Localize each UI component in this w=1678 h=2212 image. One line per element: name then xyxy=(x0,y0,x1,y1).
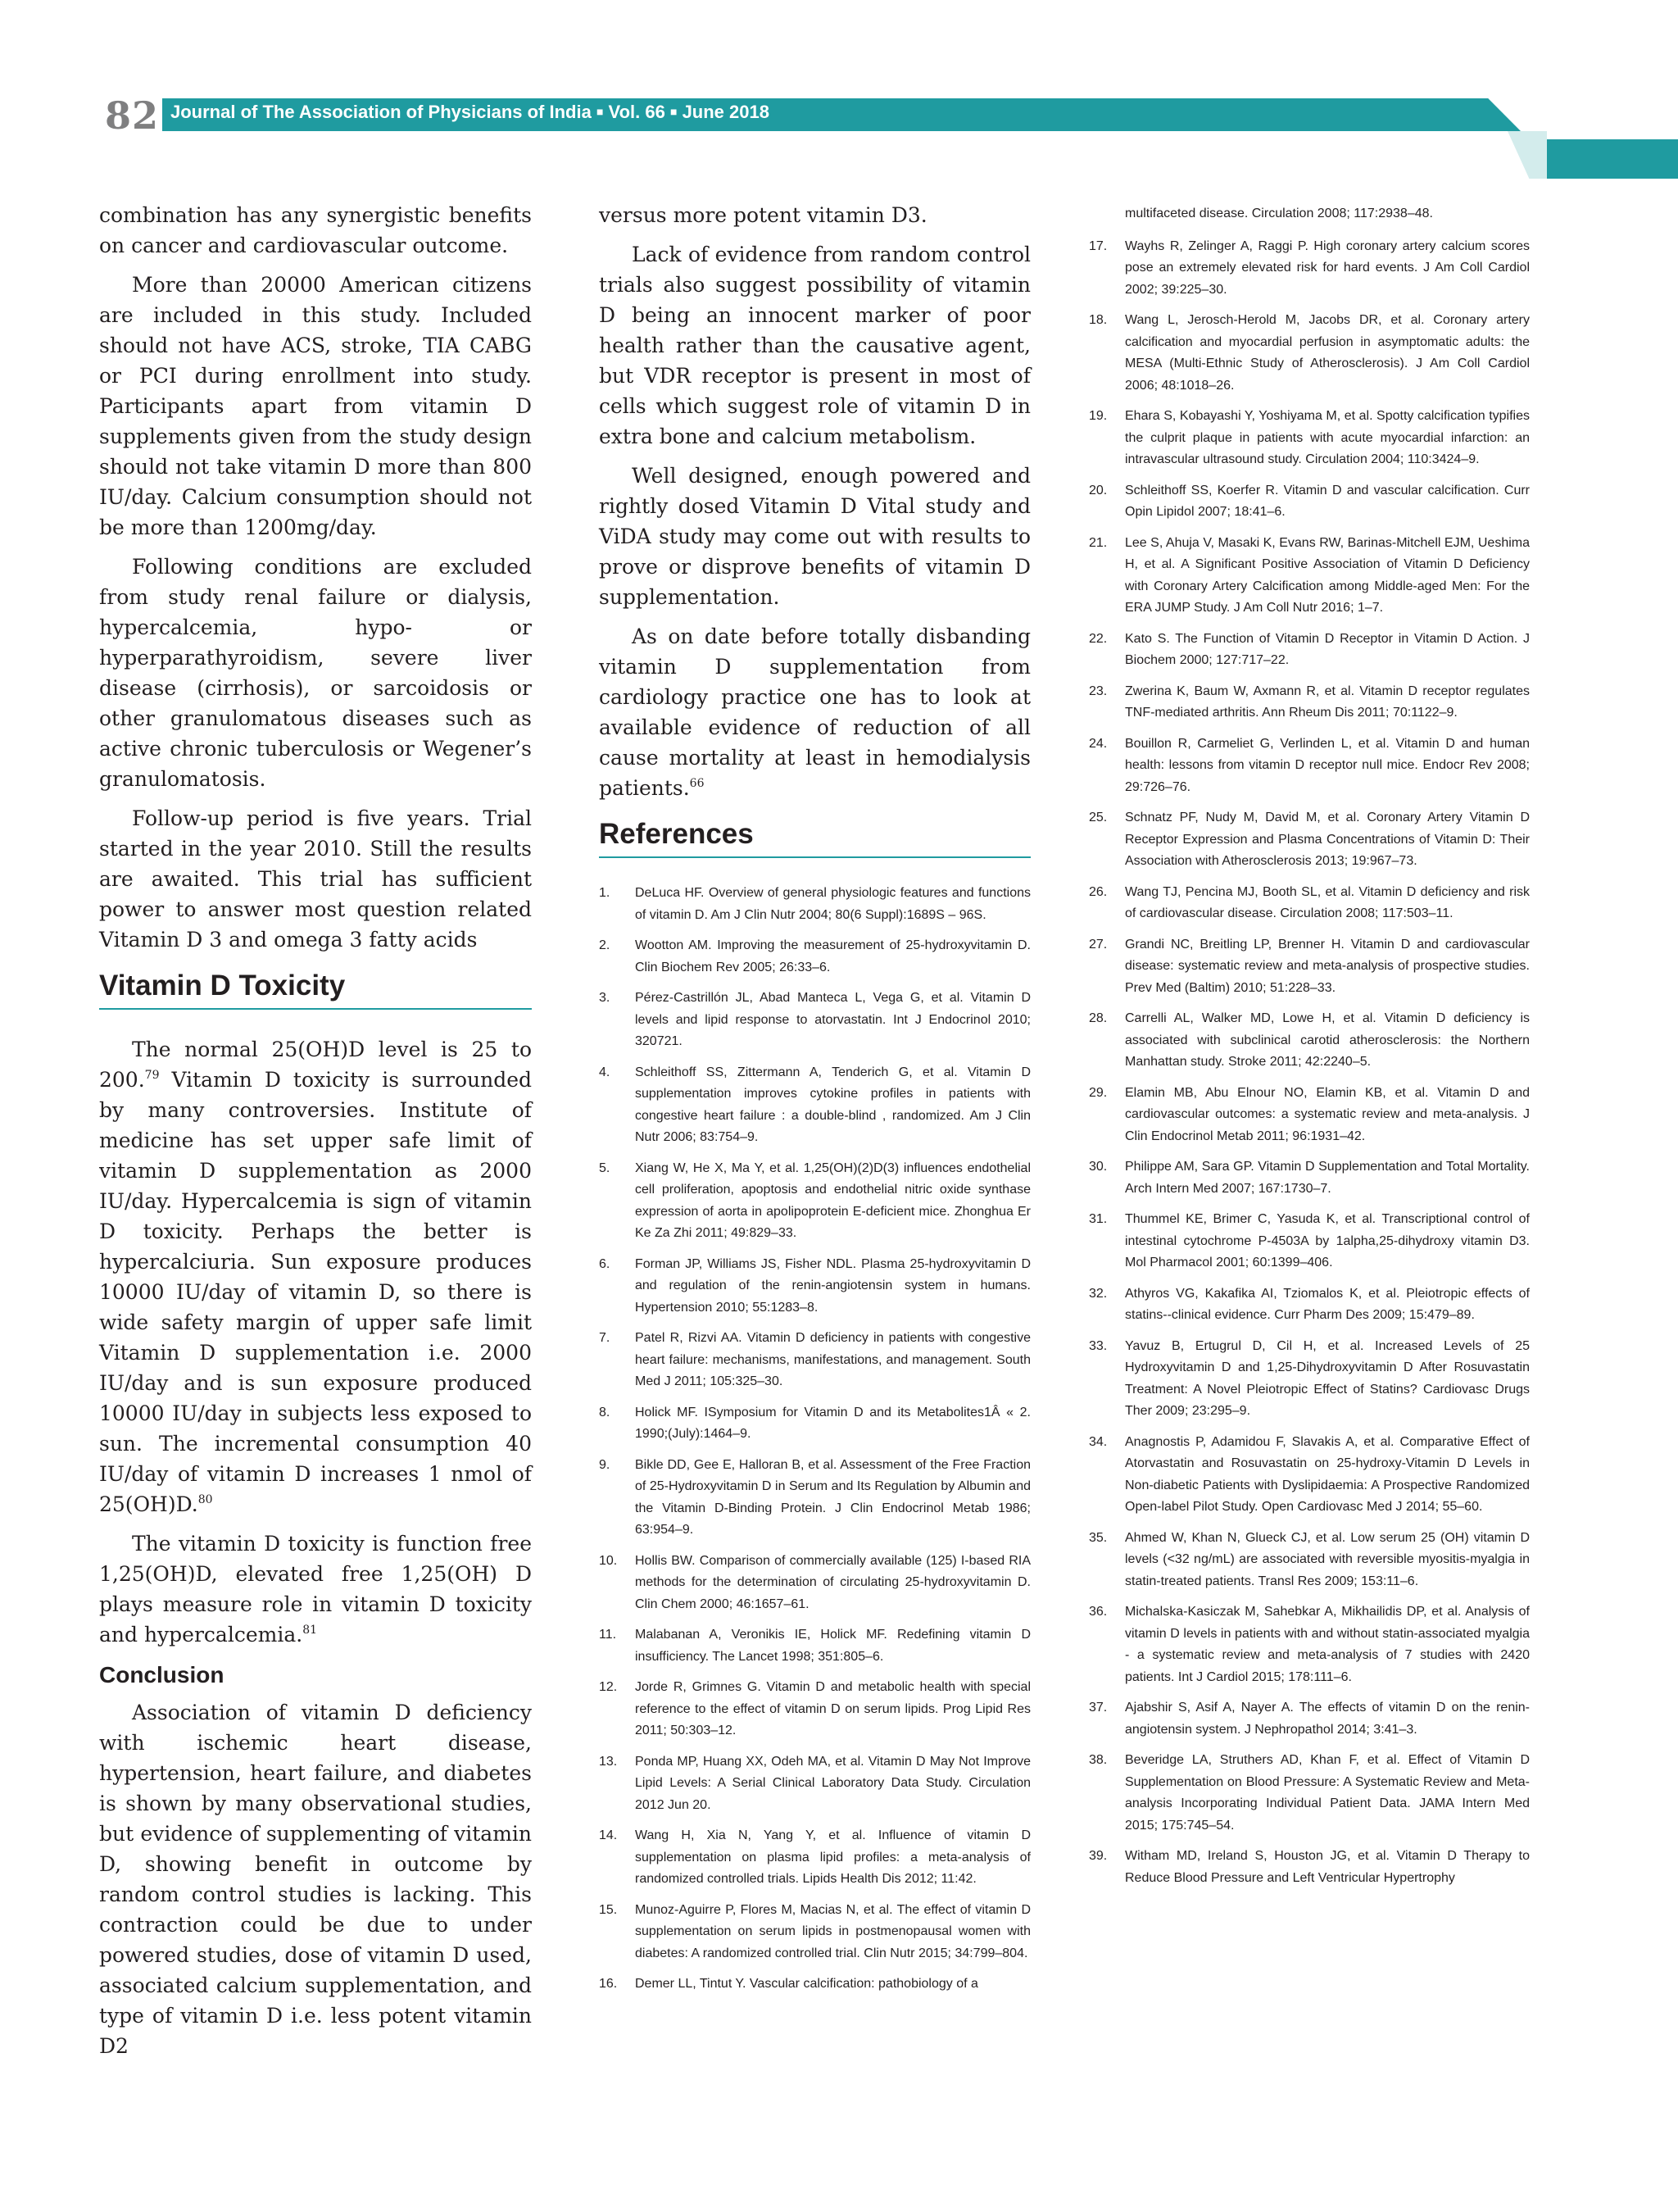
reference-text: Athyros VG, Kakafika AI, Tziomalos K, et al. Pleiotropic effects of statins--clinical evidence. Curr Pharm Des 2009; 15:479–89. xyxy=(1125,1286,1530,1322)
right-column xyxy=(1089,203,1530,1898)
journal-header xyxy=(170,102,769,123)
reference-text: Wang L, Jerosch-Herold M, Jacobs DR, et al. Coronary artery calcification and myocardial perfusion in asymptomatic adults: the MESA (Multi-Ethnic Study of Atherosclerosis). J Am Coll Cardiol 2006; 48:1018–26. xyxy=(1125,313,1530,393)
separator-icon: ■ xyxy=(669,105,678,118)
reference-text: Thummel KE, Brimer C, Yasuda K, et al. Transcriptional control of intestinal cytochrome P-4503A by 1alpha,25-dihydroxy vitamin D3. Mol Pharmacol 2001; 60:1399–406. xyxy=(1125,1212,1530,1270)
reference-item xyxy=(599,1402,1031,1446)
reference-number: 36. xyxy=(1089,1605,1108,1619)
reference-number: 14. xyxy=(599,1828,618,1842)
reference-item xyxy=(1089,629,1530,672)
reference-item xyxy=(1089,807,1530,873)
header-edge-tab xyxy=(1547,139,1678,179)
reference-item xyxy=(1089,1156,1530,1200)
reference-number: 39. xyxy=(1089,1849,1108,1863)
citation: 66 xyxy=(689,777,705,790)
reference-item xyxy=(599,1974,1031,1996)
reference-number: 24. xyxy=(1089,736,1108,751)
reference-number: 22. xyxy=(1089,631,1108,646)
reference-text: Schnatz PF, Nudy M, David M, et al. Coronary Artery Vitamin D Receptor Expression and Plasma Concentrations of Vitamin D: Their Association with Atherosclerosis 2013; 19:967–73. xyxy=(1125,811,1530,868)
left-column xyxy=(99,200,532,2070)
reference-item xyxy=(599,1751,1031,1817)
reference-text: Pérez-Castrillón JL, Abad Manteca L, Vega G, et al. Vitamin D levels and lipid response to atorvastatin. Int J Endocrinol 2010; 320721. xyxy=(635,991,1031,1048)
reference-text: Michalska-Kasiczak M, Sahebkar A, Mikhailidis DP, et al. Analysis of vitamin D levels in patients with and without statin-associated myalgia - a systematic review and meta-analysis of 7 studies with 2420 patients. Int J Cardiol 2015; 178:111–6. xyxy=(1125,1605,1530,1684)
reference-text: Jorde R, Grimnes G. Vitamin D and metabolic health with special reference to the effect of vitamin D on serum lipids. Prog Lipid Res 2011; 50:303–12. xyxy=(635,1680,1031,1737)
reference-item xyxy=(599,935,1031,979)
reference-item xyxy=(1089,734,1530,799)
journal-volume: Vol. 66 xyxy=(608,102,665,122)
reference-text: Ponda MP, Huang XX, Odeh MA, et al. Vitamin D May Not Improve Lipid Levels: A Serial Clinical Laboratory Data Study. Circulation 2012 Jun 20. xyxy=(635,1754,1031,1812)
reference-text: Patel R, Rizvi AA. Vitamin D deficiency in patients with congestive heart failure: mechanisms, manifestations, and management. South Med J 2011; 105:325–30. xyxy=(635,1331,1031,1388)
paragraph: More than 20000 American citizens are included in this study. Included should not have ACS, stroke, TIA CABG or PCI during enrollment into study. Participants apart from vitamin D supplements given from the study design should not take vitamin D more than 800 IU/day. Calcium consumption should not be more than 1200mg/day. xyxy=(99,273,532,539)
middle-column xyxy=(599,200,1031,2005)
section-heading-references: References xyxy=(599,818,1031,858)
reference-item xyxy=(599,1551,1031,1616)
reference-item xyxy=(1089,1528,1530,1593)
reference-number: 11. xyxy=(599,1628,617,1642)
journal-date: June 2018 xyxy=(682,102,769,122)
reference-item xyxy=(599,1677,1031,1742)
reference-number: 4. xyxy=(599,1065,610,1079)
reference-text: Forman JP, Williams JS, Fisher NDL. Plasma 25-hydroxyvitamin D and regulation of the renin-angiotensin system in humans. Hypertension 2010; 55:1283–8. xyxy=(635,1256,1031,1315)
reference-item xyxy=(1089,1697,1530,1741)
reference-number: 37. xyxy=(1089,1701,1108,1715)
reference-text: Lee S, Ahuja V, Masaki K, Evans RW, Barinas-Mitchell EJM, Ueshima H, et al. A Significant Positive Association of Vitamin D Deficiency with Coronary Artery Calcification among Middle-aged Men: For the ERA JUMP Study. J Am Coll Nutr 2016; 1–7. xyxy=(1125,535,1530,615)
reference-number: 12. xyxy=(599,1680,618,1694)
reference-number: 33. xyxy=(1089,1338,1108,1353)
reference-text: Xiang W, He X, Ma Y, et al. 1,25(OH)(2)D(3) influences endothelial cell proliferation, apoptosis and endothelial nitric oxide synthase expression of aorta in apolipoprotein E-deficient mice. Zhonghua Er Ke Za Zhi 2011; 49:829–33. xyxy=(635,1161,1031,1240)
reference-item xyxy=(1089,406,1530,471)
reference-text: DeLuca HF. Overview of general physiologic features and functions of vitamin D. Am J Clin Nutr 2004; 80(6 Suppl):1689S – 96S. xyxy=(635,886,1031,922)
paragraph: combination has any synergistic benefits on cancer and cardiovascular outcome. xyxy=(99,203,532,257)
reference-number: 13. xyxy=(599,1754,618,1769)
reference-number: 27. xyxy=(1089,937,1108,952)
reference-item xyxy=(599,1254,1031,1319)
reference-text: Demer LL, Tintut Y. Vascular calcification: pathobiology of a xyxy=(635,1977,978,1991)
reference-number: 8. xyxy=(599,1405,610,1419)
text-run: The normal 25(OH)D level is 25 to 200. xyxy=(99,1038,532,1092)
reference-item xyxy=(1089,1336,1530,1423)
reference-item xyxy=(599,883,1031,926)
reference-number: 17. xyxy=(1089,238,1108,253)
reference-item xyxy=(599,1624,1031,1668)
reference-text: Ahmed W, Khan N, Glueck CJ, et al. Low serum 25 (OH) vitamin D levels (<32 ng/mL) are associated with reversible myositis-myalgia in statin-treated patients. Transl Res 2009; 153:11–6. xyxy=(1125,1530,1530,1588)
reference-number: 6. xyxy=(599,1256,610,1271)
reference-item xyxy=(599,1455,1031,1542)
header-corner-fold xyxy=(1508,131,1547,179)
section-heading-toxicity: Vitamin D Toxicity xyxy=(99,970,532,1010)
reference-item xyxy=(599,1328,1031,1393)
reference-list xyxy=(599,883,1031,1996)
page-number: 82 xyxy=(105,93,160,138)
reference-text: Wang H, Xia N, Yang Y, et al. Influence of vitamin D supplementation on plasma lipid profiles: a meta-analysis of randomized controlled trials. Lipids Health Dis 2012; 11:42. xyxy=(635,1828,1031,1886)
separator-icon: ■ xyxy=(596,105,604,118)
paragraph: Well designed, enough powered and rightly dosed Vitamin D Vital study and ViDA study may come out with results to prove or disprove benefits of vitamin D supplementation. xyxy=(599,464,1031,609)
citation: 81 xyxy=(302,1624,318,1637)
reference-item xyxy=(1089,1601,1530,1688)
reference-item xyxy=(1089,1750,1530,1837)
reference-number: 2. xyxy=(599,938,610,952)
reference-number: 23. xyxy=(1089,684,1108,698)
text-run: Vitamin D toxicity is surrounded by many controversies. Institute of medicine has set upper safe limit of vitamin D supplementation as 2000 IU/day. Hypercalcemia is sign of vitamin D toxicity. Perhaps the better is hypercalciuria. Sun exposure produces 10000 IU/day of vitamin D, so there is wide safety margin of upper safe limit Vitamin D supplementation i.e. 2000 IU/day and is sun exposure produced 10000 IU/day in subjects less exposed to sun. The incremental consumption 40 IU/day of vitamin D increases 1 nmol of 25(OH)D. xyxy=(99,1068,532,1516)
reference-text: Bouillon R, Carmeliet G, Verlinden L, et al. Vitamin D and human health: lessons from vitamin D receptor null mice. Endocr Rev 2008; 29:726–76. xyxy=(1125,736,1530,794)
reference-number: 35. xyxy=(1089,1530,1108,1545)
reference-number: 10. xyxy=(599,1553,618,1568)
paragraph: Follow-up period is five years. Trial started in the year 2010. Still the results are awaited. This trial has sufficient power to answer most question related Vitamin D 3 and omega 3 fatty acids xyxy=(99,806,532,952)
reference-item xyxy=(1089,310,1530,397)
reference-text: Carrelli AL, Walker MD, Lowe H, et al. Vitamin D deficiency is associated with subclinical carotid atherosclerosis: the Northern Manhattan study. Stroke 2011; 42:2240–5. xyxy=(1125,1011,1530,1069)
reference-text: Schleithoff SS, Koerfer R. Vitamin D and vascular calcification. Curr Opin Lipidol 2007; 18:41–6. xyxy=(1125,483,1530,519)
paragraph: versus more potent vitamin D3. xyxy=(599,203,927,227)
reference-item xyxy=(1089,533,1530,620)
reference-number: 9. xyxy=(599,1457,610,1472)
reference-number: 19. xyxy=(1089,409,1108,423)
journal-title: Journal of The Association of Physicians of India xyxy=(170,102,592,122)
reference-item xyxy=(1089,480,1530,524)
reference-list xyxy=(1089,236,1530,1890)
reference-text: Hollis BW. Comparison of commercially available (125) I-based RIA methods for the determination of circulating 25-hydroxyvitamin D. Clin Chem 2000; 46:1657–61. xyxy=(635,1553,1031,1611)
paragraph xyxy=(599,621,1031,803)
reference-text: Yavuz B, Ertugrul D, Cil H, et al. Increased Levels of 25 Hydroxyvitamin D and 1,25-Dihydroxyvitamin D After Rosuvastatin Treatment: A Novel Pleiotropic Effect of Statins? Cardiovasc Drugs Ther 2009; 23:295–9. xyxy=(1125,1338,1530,1418)
paragraph: Following conditions are excluded from study renal failure or dialysis, hypercalcemia, hypo- or hyperparathyroidism, severe liver disease (cirrhosis), or sarcoidosis or other granulomatous diseases such as active chronic tuberculosis or Wegener’s granulomatosis. xyxy=(99,555,532,791)
reference-text: Anagnostis P, Adamidou F, Slavakis A, et al. Comparative Effect of Atorvastatin and Rosuvastatin on 25-hydroxy-Vitamin D Levels in Non-diabetic Patients with Dyslipidaemia: A Prospective Randomized Open-label Pilot Study. Open Cardiovasc Med J 2014; 55–60. xyxy=(1125,1434,1530,1514)
reference-text: Witham MD, Ireland S, Houston JG, et al. Vitamin D Therapy to Reduce Blood Pressure and Left Ventricular Hypertrophy xyxy=(1125,1849,1530,1885)
reference-text: Zwerina K, Baum W, Axmann R, et al. Vitamin D receptor regulates TNF-mediated arthritis. Ann Rheum Dis 2011; 70:1122–9. xyxy=(1125,684,1530,720)
text-run: The vitamin D toxicity is function free 1,25(OH)D, elevated free 1,25(OH) D plays measure role in vitamin D toxicity and hypercalcemia. xyxy=(99,1532,532,1647)
reference-number: 5. xyxy=(599,1161,610,1175)
reference-text: Wootton AM. Improving the measurement of 25-hydroxyvitamin D. Clin Biochem Rev 2005; 26:33–6. xyxy=(635,938,1031,974)
reference-item xyxy=(1089,1008,1530,1074)
reference-number: 16. xyxy=(599,1977,618,1991)
reference-item xyxy=(1089,236,1530,302)
reference-number: 25. xyxy=(1089,811,1108,824)
reference-number: 34. xyxy=(1089,1434,1108,1449)
reference-item xyxy=(1089,1283,1530,1327)
text-run: As on date before totally disbanding vitamin D supplementation from cardiology practice one has to look at available evidence of reduction of all cause mortality at least in hemodialysis patients. xyxy=(599,625,1031,800)
reference-number: 30. xyxy=(1089,1160,1108,1174)
reference-number: 21. xyxy=(1089,535,1108,550)
reference-text: Holick MF. ISymposium for Vitamin D and its Metabolites1Â « 2. 1990;(July):1464–9. xyxy=(635,1405,1031,1441)
reference-item xyxy=(599,1825,1031,1891)
reference-number: 32. xyxy=(1089,1286,1108,1301)
section-heading-conclusion: Conclusion xyxy=(99,1662,224,1687)
reference-text: Elamin MB, Abu Elnour NO, Elamin KB, et al. Vitamin D and cardiovascular outcomes: a systematic review and meta-analysis. J Clin Endocrinol Metab 2011; 96:1931–42. xyxy=(1125,1085,1530,1143)
paragraph: Association of vitamin D deficiency with ischemic heart disease, hypertension, heart failure, and diabetes is shown by many observational studies, but evidence of supplementing of vitamin D, showing benefit in outcome by random control studies is lacking. This contraction could be due to under powered studies, dose of vitamin D used, associated calcium supplementation, and type of vitamin D i.e. less potent vitamin D2 xyxy=(99,1701,532,2058)
reference-text: Philippe AM, Sara GP. Vitamin D Supplementation and Total Mortality. Arch Intern Med 2007; 167:1730–7. xyxy=(1125,1160,1530,1196)
reference-text: Ehara S, Kobayashi Y, Yoshiyama M, et al. Spotty calcification typifies the culprit plaque in patients with acute myocardial infarction: an intravascular ultrasound study. Circulation 2004; 110:3424–9. xyxy=(1125,409,1530,466)
reference-number: 1. xyxy=(599,886,610,900)
reference-item xyxy=(1089,934,1530,1000)
reference-item xyxy=(1089,1432,1530,1519)
reference-item xyxy=(599,1158,1031,1245)
reference-number: 29. xyxy=(1089,1085,1108,1100)
reference-item xyxy=(599,1900,1031,1965)
reference-number: 38. xyxy=(1089,1753,1108,1767)
reference-text: Grandi NC, Breitling LP, Brenner H. Vitamin D and cardiovascular disease: systematic review and meta-analysis of prospective studies. Prev Med (Baltim) 2010; 51:228–33. xyxy=(1125,937,1530,995)
citation: 79 xyxy=(144,1069,160,1082)
reference-number: 7. xyxy=(599,1331,610,1345)
reference-item xyxy=(1089,681,1530,724)
reference-item xyxy=(1089,1846,1530,1889)
reference-number: 26. xyxy=(1089,884,1108,899)
reference-text: Ajabshir S, Asif A, Nayer A. The effects of vitamin D on the renin-angiotensin system. J Nephropathol 2014; 3:41–3. xyxy=(1125,1701,1530,1737)
reference-number: 31. xyxy=(1089,1212,1108,1226)
reference-item xyxy=(1089,882,1530,925)
reference-text: Munoz-Aguirre P, Flores M, Macias N, et al. The effect of vitamin D supplementation on serum lipids in postmenopausal women with diabetes: A randomized controlled trial. Clin Nutr 2015; 34:799–804. xyxy=(635,1902,1031,1960)
reference-text: Kato S. The Function of Vitamin D Receptor in Vitamin D Action. J Biochem 2000; 127:717–22. xyxy=(1125,631,1530,667)
reference-text: Wang TJ, Pencina MJ, Booth SL, et al. Vitamin D deficiency and risk of cardiovascular disease. Circulation 2008; 117:503–11. xyxy=(1125,884,1530,920)
paragraph: Lack of evidence from random control trials also suggest possibility of vitamin D being an innocent marker of poor health rather than the causative agent, but VDR receptor is present in most of cells which suggest role of vitamin D in extra bone and calcium metabolism. xyxy=(599,243,1031,448)
reference-text: Beveridge LA, Struthers AD, Khan F, et al. Effect of Vitamin D Supplementation on Blood Pressure: A Systematic Review and Meta-analysis Incorporating Individual Patient Data. JAMA Intern Med 2015; 175:745–54. xyxy=(1125,1753,1530,1833)
citation: 80 xyxy=(197,1493,213,1506)
paragraph xyxy=(99,1034,532,1519)
reference-continuation: multifaceted disease. Circulation 2008; 117:2938–48. xyxy=(1125,207,1433,220)
reference-text: Malabanan A, Veronikis IE, Holick MF. Redefining vitamin D insufficiency. The Lancet 1998; 351:805–6. xyxy=(635,1628,1031,1664)
reference-item xyxy=(1089,1083,1530,1148)
reference-item xyxy=(599,1062,1031,1149)
reference-number: 28. xyxy=(1089,1011,1108,1025)
reference-number: 18. xyxy=(1089,313,1108,327)
reference-text: Wayhs R, Zelinger A, Raggi P. High coronary artery calcium scores pose an extremely elevated risk for hard events. J Am Coll Cardiol 2002; 39:225–30. xyxy=(1125,238,1530,297)
reference-number: 3. xyxy=(599,991,610,1005)
reference-item xyxy=(1089,1209,1530,1274)
reference-text: Schleithoff SS, Zittermann A, Tenderich G, et al. Vitamin D supplementation improves cytokine profiles in patients with congestive heart failure : a double-blind , randomized. Am J Clin Nutr 2006; 83:754–9. xyxy=(635,1065,1031,1144)
reference-item xyxy=(599,988,1031,1053)
reference-number: 20. xyxy=(1089,483,1108,497)
reference-number: 15. xyxy=(599,1902,618,1917)
paragraph xyxy=(99,1528,532,1650)
reference-text: Bikle DD, Gee E, Halloran B, et al. Assessment of the Free Fraction of 25-Hydroxyvitamin D in Serum and Its Regulation by Albumin and the Vitamin D-Binding Protein. J Clin Endocrinol Metab 1986; 63:954–9. xyxy=(635,1457,1031,1537)
